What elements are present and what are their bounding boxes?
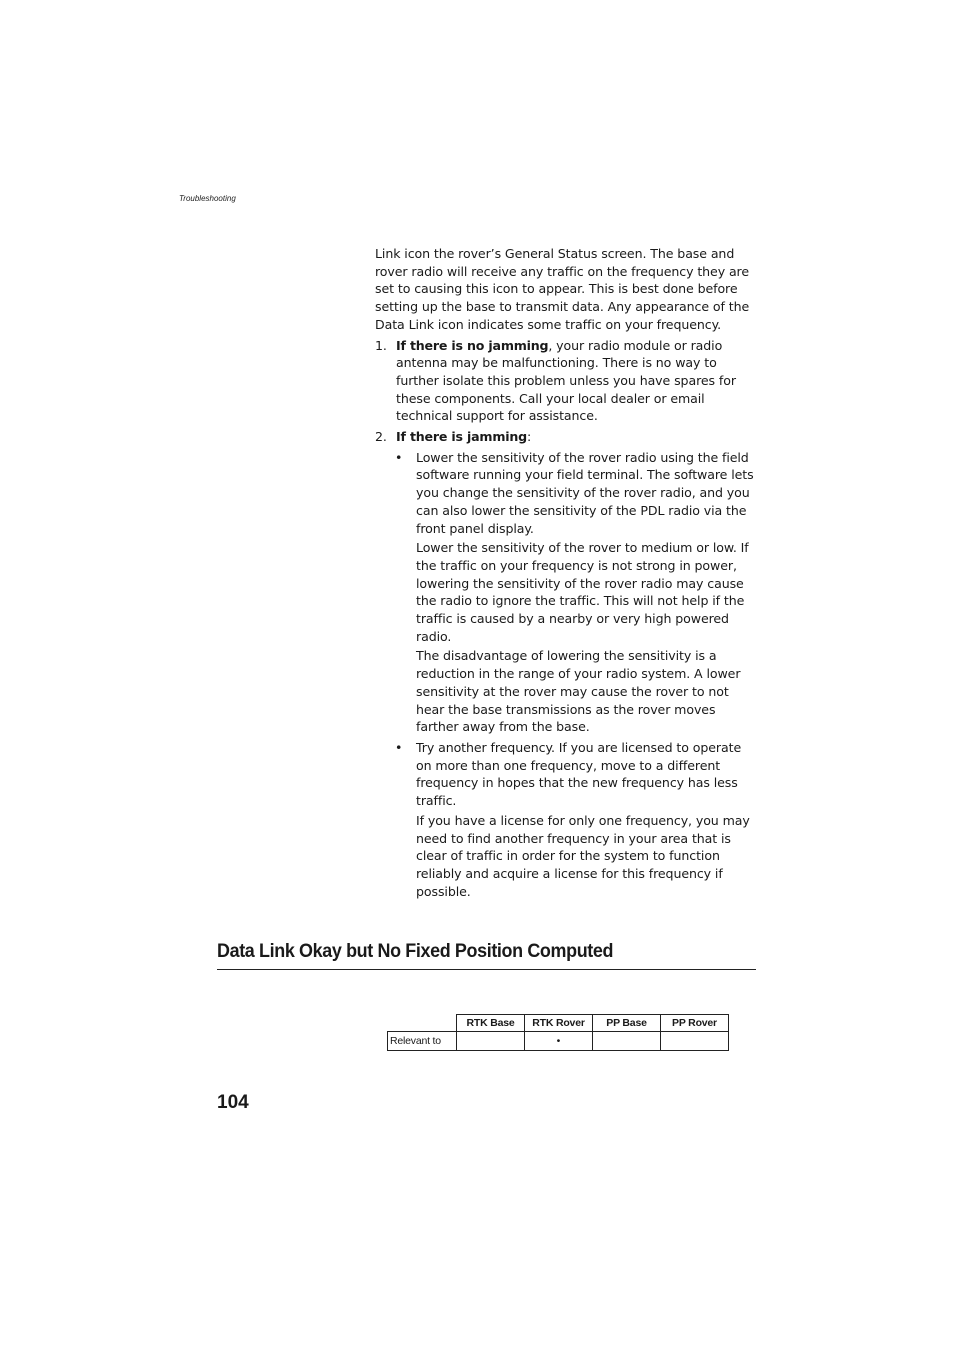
column-header: PP Base: [593, 1015, 661, 1032]
bullet-paragraph: Try another frequency. If you are licensed to operate on more than one frequency, move to a different frequency in hopes that the new frequency has less traffic.: [416, 739, 742, 809]
bullet-paragraph: Lower the sensitivity of the rover to medium or low. If the traffic on your frequency is not strong in power, lowering the sensitivity of the rover radio may cause the radio to ignore the traffic. This will not help if the traffic is caused by a nearby or very high powered radio.: [416, 540, 749, 644]
bullet-glyph: •: [395, 739, 403, 755]
column-header: PP Rover: [661, 1015, 729, 1032]
table-cell: [593, 1032, 661, 1051]
item-lead: If there is no jamming: [396, 337, 549, 353]
section-title: Data Link Okay but No Fixed Position Computed: [217, 940, 614, 962]
item-number: 2.: [375, 429, 387, 445]
table-row: [388, 1032, 729, 1051]
item-lead: If there is jamming: [396, 429, 527, 445]
numbered-item-1: [375, 337, 757, 426]
item-text: :: [526, 429, 532, 445]
item-text: , your radio module or radio antenna may be malfunctioning. There is no way to further isolate this problem unless you have spares for these components. Call your local dealer or email technical support for assistance.: [396, 337, 736, 424]
bullet-list: [375, 449, 757, 901]
table-header-row: [388, 1015, 729, 1032]
bullet-paragraph: Lower the sensitivity of the rover radio using the field software running your field terminal. The software lets you change the sensitivity of the rover radio, and you can also lower the sensitivity of the PDL radio via the front panel display.: [416, 449, 754, 536]
row-label: Relevant to: [388, 1032, 457, 1051]
running-head: Troubleshooting: [179, 194, 236, 203]
item-number: 1.: [375, 337, 387, 353]
column-header: RTK Base: [457, 1015, 525, 1032]
body-column: [375, 245, 757, 900]
table-cell: [661, 1032, 729, 1051]
table-cell: •: [525, 1032, 593, 1051]
item-body: [396, 338, 736, 424]
bullet-item-frequency: [395, 739, 757, 900]
item-body: [396, 429, 531, 444]
page-number: 104: [217, 1092, 249, 1113]
bullet-item-sensitivity: [395, 449, 757, 736]
bullet-glyph: •: [395, 449, 403, 465]
column-header: RTK Rover: [525, 1015, 593, 1032]
bullet-paragraph: If you have a license for only one frequency, you may need to find another frequency in your area that is clear of traffic in order for the system to function reliably and acquire a license for this frequency if possible.: [416, 812, 750, 899]
relevance-table: [387, 1014, 729, 1051]
bullet-paragraph: The disadvantage of lowering the sensitivity is a reduction in the range of your radio system. A lower sensitivity at the rover may cause the rover to not hear the base transmissions as the rover moves farther away from the base.: [416, 648, 741, 735]
table-cell: [457, 1032, 525, 1051]
section-rule: [217, 969, 756, 970]
table-corner-cell: [388, 1015, 457, 1032]
intro-paragraph: Link icon the rover’s General Status screen. The base and rover radio will receive any traffic on the frequency they are set to causing this icon to appear. This is best done before setting up the base to transmit data. Any appearance of the Data Link icon indicates some traffic on your frequency.: [375, 246, 750, 332]
numbered-item-2: [375, 428, 757, 446]
